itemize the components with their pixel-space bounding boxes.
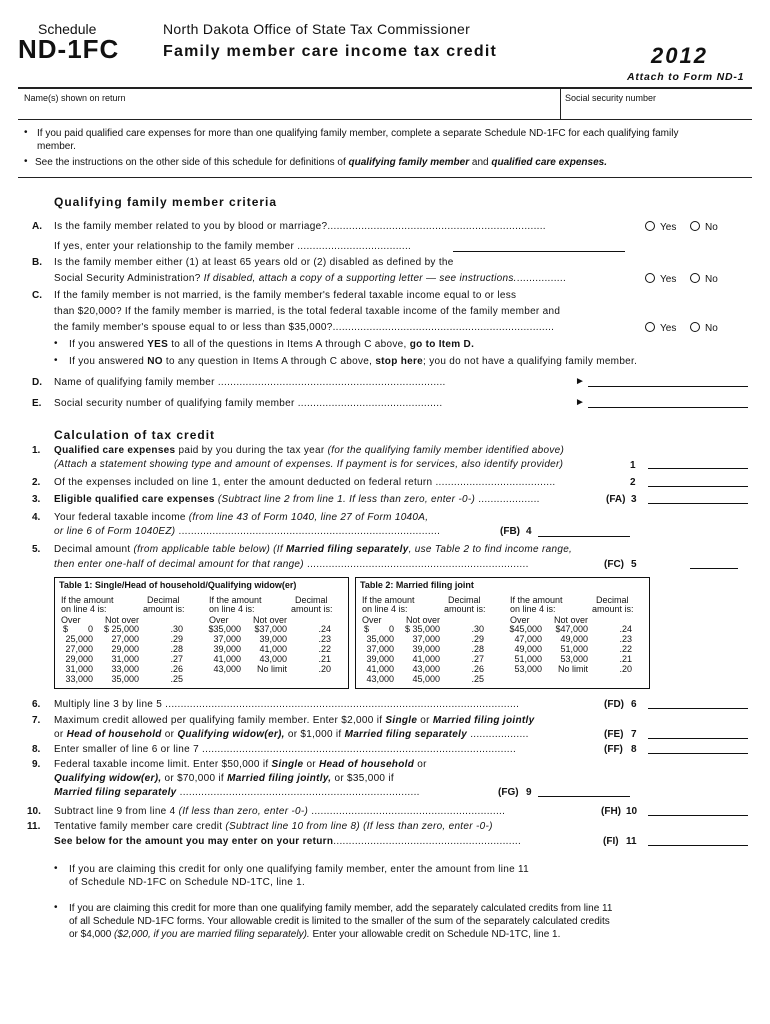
item-a-no[interactable]: No xyxy=(690,221,718,234)
line-7-box: 7 xyxy=(631,729,637,740)
item-c-line2: than $20,000? If the family member is married, is the total federal taxable income of the family member and xyxy=(54,306,561,317)
line-6-label: Multiply line 3 by line 5 ................................................................................................................... xyxy=(54,699,520,710)
line-4-box: 4 xyxy=(526,526,532,537)
table-1-header: Not over xyxy=(105,615,140,625)
table-1-header: amount is: xyxy=(291,604,333,614)
line-2-input[interactable] xyxy=(648,486,748,487)
table-2-cell: 39,000 xyxy=(366,654,394,664)
line-1-label: Qualified care expenses paid by you during the tax year (for the qualifying family member identified above) xyxy=(54,445,565,456)
table-2-cell: 43,000 xyxy=(366,674,394,684)
table-1-cell: .24 xyxy=(318,624,331,634)
table-2-header: Not over xyxy=(406,615,441,625)
line-11-code: (FI) xyxy=(603,836,619,847)
relationship-input[interactable] xyxy=(453,251,625,252)
table-1-cell: 39,000 xyxy=(213,644,241,654)
line-3-num: 3. xyxy=(32,494,41,505)
table-1-cell: 27,000 xyxy=(111,634,139,644)
line-10-num: 10. xyxy=(27,806,41,817)
item-c-no[interactable]: No xyxy=(690,322,718,335)
tax-year: 2012 xyxy=(651,43,708,68)
line-1-note: (Attach a statement showing type and amount of expenses. If payment is for services, also identify provider) xyxy=(54,459,564,470)
attach-note: Attach to Form ND-1 xyxy=(627,71,745,83)
table-1-cell: $35,000 xyxy=(208,624,241,634)
agency-name: North Dakota Office of State Tax Commissioner xyxy=(163,21,471,37)
line-2-box: 2 xyxy=(630,477,636,488)
table-1-cell: 33,000 xyxy=(65,674,93,684)
item-b-line2: Social Security Administration? If disabled, attach a copy of a supporting letter — see instructions................. xyxy=(54,273,567,284)
line-11-label-cont: See below for the amount you may enter on your return............................................................. xyxy=(54,836,522,847)
line-9-label-cont: Qualifying widow(er), or $70,000 if Married filing jointly, or $35,000 if xyxy=(54,773,394,784)
table-2-cell: $45,000 xyxy=(509,624,542,634)
line-11-label: Tentative family member care credit (Subtract line 10 from line 8) (If less than zero, enter -0-) xyxy=(54,821,493,832)
item-c-line1: If the family member is not married, is the family member's federal taxable income equal to or less xyxy=(54,290,517,301)
line-9-input[interactable] xyxy=(538,796,630,797)
ssn-label: Social security number xyxy=(565,93,657,103)
item-a-question: Is the family member related to you by blood or marriage?....................................................................... xyxy=(54,221,546,232)
family-member-ssn-input[interactable] xyxy=(588,407,748,408)
line-11-num: 11. xyxy=(27,821,41,832)
item-d-label: Name of qualifying family member .......................................................................... xyxy=(54,377,446,388)
line-4-label-cont: or line 6 of Form 1040EZ) ..................................................................................... xyxy=(54,526,441,537)
table-2-cell: 37,000 xyxy=(366,644,394,654)
table-1-cell: 25,000 xyxy=(65,634,93,644)
item-c-line3: the family member's spouse equal to or less than $35,000?........................................................................ xyxy=(54,322,555,333)
criteria-heading: Qualifying family member criteria xyxy=(54,195,278,209)
table-2-cell: 53,000 xyxy=(560,654,588,664)
table-1-cell: 35,000 xyxy=(111,674,139,684)
line-4-num: 4. xyxy=(32,512,41,523)
table-1-cell: 39,000 xyxy=(259,634,287,644)
line-7-input[interactable] xyxy=(648,738,748,739)
table-1-cell: .26 xyxy=(170,664,183,674)
item-c-letter: C. xyxy=(32,290,42,301)
table-2-cell: .25 xyxy=(471,674,484,684)
item-a-letter: A. xyxy=(32,221,42,232)
line-5-num: 5. xyxy=(32,544,41,555)
intro-bullet-2: See the instructions on the other side of this schedule for definitions of qualifying family member and qualified care expenses. xyxy=(35,157,607,168)
table-2-cell: 51,000 xyxy=(514,654,542,664)
criteria-no-instruction: If you answered NO to any question in Items A through C above, stop here; you do not have a qualifying family member. xyxy=(69,356,638,367)
line-10-code: (FH) xyxy=(601,806,621,817)
line-7-label: Maximum credit allowed per qualifying family member. Enter $2,000 if Single or Married filing jointly xyxy=(54,715,535,726)
line-4-code: (FB) xyxy=(500,526,520,537)
table-2-cell: .23 xyxy=(619,634,632,644)
ssn-input[interactable] xyxy=(565,104,750,118)
line-1-box: 1 xyxy=(630,460,636,471)
table-2-header: If the amount xyxy=(362,595,415,605)
bullet: • xyxy=(54,902,58,913)
bullet: • xyxy=(54,338,58,349)
table-2-cell: 43,000 xyxy=(412,664,440,674)
table-2-header: on line 4 is: xyxy=(510,604,556,614)
field-divider xyxy=(560,88,561,119)
table-2-cell: 49,000 xyxy=(560,634,588,644)
table-2-header: Over xyxy=(362,615,382,625)
table-2-cell: .28 xyxy=(471,644,484,654)
bullet: • xyxy=(54,355,58,366)
item-d-letter: D. xyxy=(32,377,42,388)
table-1-cell: 41,000 xyxy=(213,654,241,664)
line-3-code: (FA) xyxy=(606,494,626,505)
line-9-label-cont-2: Married filing separately .............................................................................. xyxy=(54,787,420,798)
line-5-code: (FC) xyxy=(604,559,624,570)
table-1-cell: 43,000 xyxy=(259,654,287,664)
names-label: Name(s) shown on return xyxy=(24,93,126,103)
table-1-header: Decimal xyxy=(147,595,180,605)
line-2-label: Of the expenses included on line 1, enter the amount deducted on federal return ....................................... xyxy=(54,477,556,488)
closing-bullet-2-cont-2: or $4,000 ($2,000, if you are married filing separately). Enter your allowable credit on Schedule ND-1TC, line 1. xyxy=(69,929,561,940)
table-2-cell: .24 xyxy=(619,624,632,634)
table-1-cell: $ 0 xyxy=(62,624,93,634)
intro-rule xyxy=(18,177,752,178)
line-3-input[interactable] xyxy=(648,503,748,504)
table-1-cell: .20 xyxy=(318,664,331,674)
closing-bullet-1-cont: of Schedule ND-1FC on Schedule ND-1TC, line 1. xyxy=(69,877,306,888)
closing-bullet-2-cont: of all Schedule ND-1FC forms. Your allowable credit is limited to the smaller of the sum of the separately calculated credits xyxy=(69,916,610,927)
table-2-header: If the amount xyxy=(510,595,563,605)
table-2-cell: 51,000 xyxy=(560,644,588,654)
table-1-cell: 41,000 xyxy=(259,644,287,654)
table-2-cell: 35,000 xyxy=(366,634,394,644)
line-1-num: 1. xyxy=(32,445,41,456)
line-3-label: Eligible qualified care expenses (Subtract line 2 from line 1. If less than zero, enter -0-) .................... xyxy=(54,494,540,505)
table-1-caption: Table 1: Single/Head of household/Qualifying widow(er) xyxy=(59,580,297,590)
table-1-header: If the amount xyxy=(209,595,262,605)
table-2-cell: 39,000 xyxy=(412,644,440,654)
table-1-header: on line 4 is: xyxy=(209,604,255,614)
line-11-input[interactable] xyxy=(648,845,748,846)
closing-bullet-1: If you are claiming this credit for only one qualifying family member, enter the amount from line 11 xyxy=(69,864,530,875)
table-1-cell: 29,000 xyxy=(65,654,93,664)
item-c-yes[interactable]: Yes xyxy=(645,322,676,335)
table-2-cell: $ 35,000 xyxy=(404,624,440,634)
family-member-name-input[interactable] xyxy=(588,386,748,387)
table-2-cell: .26 xyxy=(471,664,484,674)
table-1-cell: 37,000 xyxy=(213,634,241,644)
table-1-cell: 31,000 xyxy=(65,664,93,674)
line-3-box: 3 xyxy=(631,494,637,505)
criteria-yes-instruction: If you answered YES to all of the questions in Items A through C above, go to Item D. xyxy=(69,339,475,350)
table-2-header: Decimal xyxy=(596,595,629,605)
item-b-letter: B. xyxy=(32,257,42,268)
item-b-line1: Is the family member either (1) at least 65 years old or (2) disabled as defined by the xyxy=(54,257,454,268)
line-5-label: Decimal amount (from applicable table below) (If Married filing separately, use Table 2 to find income range, xyxy=(54,544,573,555)
table-2-cell: 45,000 xyxy=(412,674,440,684)
bullet: • xyxy=(54,863,58,874)
schedule-label: Schedule xyxy=(38,21,97,37)
line-7-code: (FE) xyxy=(604,729,624,740)
line-6-code: (FD) xyxy=(604,699,624,710)
table-2-caption: Table 2: Married filing joint xyxy=(360,580,474,590)
table-2-cell: .20 xyxy=(619,664,632,674)
fields-rule xyxy=(18,119,752,120)
table-1-cell: .30 xyxy=(170,624,183,634)
table-1-cell: .27 xyxy=(170,654,183,664)
table-1-cell: .23 xyxy=(318,634,331,644)
table-2-cell: .30 xyxy=(471,624,484,634)
table-2-cell: 47,000 xyxy=(514,634,542,644)
line-5-label-cont: then enter one-half of decimal amount for that range) ........................................................................ xyxy=(54,559,529,570)
table-1-header: Decimal xyxy=(295,595,328,605)
line-8-label: Enter smaller of line 6 or line 7 ...................................................................................................... xyxy=(54,744,517,755)
header-rule xyxy=(18,87,752,89)
table-1-cell: 29,000 xyxy=(111,644,139,654)
table-2-cell: 49,000 xyxy=(514,644,542,654)
line-6-num: 6. xyxy=(32,699,41,710)
table-1-cell: 43,000 xyxy=(213,664,241,674)
table-1-header: Over xyxy=(209,615,229,625)
table-1-cell: 33,000 xyxy=(111,664,139,674)
line-6-box: 6 xyxy=(631,699,637,710)
table-1-cell: .21 xyxy=(318,654,331,664)
line-1-input[interactable] xyxy=(648,468,748,469)
table-1-cell: .28 xyxy=(170,644,183,654)
table-1-header: Over xyxy=(61,615,81,625)
bullet: • xyxy=(24,156,28,167)
line-2-num: 2. xyxy=(32,477,41,488)
item-b-no[interactable]: No xyxy=(690,273,718,286)
table-1-cell: .25 xyxy=(170,674,183,684)
line-11-box: 11 xyxy=(626,836,637,847)
line-8-num: 8. xyxy=(32,744,41,755)
intro-bullet-1: If you paid qualified care expenses for more than one qualifying family member, complete a separate Schedule ND-1FC for each qualifying family xyxy=(37,128,679,139)
table-2-cell: .27 xyxy=(471,654,484,664)
item-a-relationship-label: If yes, enter your relationship to the family member ..................................... xyxy=(54,241,412,252)
line-4-label: Your federal taxable income (from line 43 of Form 1040, line 27 of Form 1040A, xyxy=(54,512,429,523)
table-2-header: Decimal xyxy=(448,595,481,605)
arrow-icon: ► xyxy=(575,376,585,387)
table-2-header: Not over xyxy=(554,615,589,625)
table-2-cell: 53,000 xyxy=(514,664,542,674)
arrow-icon: ► xyxy=(575,397,585,408)
line-8-input[interactable] xyxy=(648,753,748,754)
line-6-input[interactable] xyxy=(648,708,748,709)
line-7-label-cont: or Head of household or Qualifying widow(er), or $1,000 if Married filing separately ................... xyxy=(54,729,529,740)
table-1-cell: $ 25,000 xyxy=(103,624,139,634)
line-9-box: 9 xyxy=(526,787,532,798)
bullet: • xyxy=(24,127,28,138)
table-2-cell: No limit xyxy=(557,664,588,674)
table-1 xyxy=(54,577,349,689)
line-9-label: Federal taxable income limit. Enter $50,000 if Single or Head of household or xyxy=(54,759,427,770)
line-5-box: 5 xyxy=(631,559,637,570)
item-e-label: Social security number of qualifying family member ............................................... xyxy=(54,398,443,409)
table-2-header: amount is: xyxy=(444,604,486,614)
closing-bullet-2: If you are claiming this credit for more than one qualifying family member, add the separately calculated credits from line 11 xyxy=(69,903,613,914)
item-b-yes[interactable]: Yes xyxy=(645,273,676,286)
table-2-cell: $ 0 xyxy=(363,624,394,634)
line-10-label: Subtract line 9 from line 4 (If less than zero, enter -0-) ............................................................... xyxy=(54,806,506,817)
form-id: ND-1FC xyxy=(18,34,120,64)
table-2-cell: 41,000 xyxy=(412,654,440,664)
calc-heading: Calculation of tax credit xyxy=(54,428,216,442)
line-9-code: (FG) xyxy=(498,787,519,798)
table-2-header: amount is: xyxy=(592,604,634,614)
table-2-cell: $47,000 xyxy=(555,624,588,634)
line-10-box: 10 xyxy=(626,806,638,817)
table-2 xyxy=(355,577,650,689)
form-title: Family member care income tax credit xyxy=(163,43,497,60)
table-1-header: on line 4 is: xyxy=(61,604,107,614)
table-2-cell: .29 xyxy=(471,634,484,644)
table-1-header: If the amount xyxy=(61,595,114,605)
table-2-cell: .21 xyxy=(619,654,632,664)
line-5-input[interactable] xyxy=(690,568,738,569)
line-9-num: 9. xyxy=(32,759,41,770)
line-10-input[interactable] xyxy=(648,815,748,816)
line-7-num: 7. xyxy=(32,715,41,726)
line-8-box: 8 xyxy=(631,744,637,755)
table-2-cell: 37,000 xyxy=(412,634,440,644)
table-1-cell: 27,000 xyxy=(65,644,93,654)
table-1-cell: No limit xyxy=(256,664,287,674)
table-1-cell: .22 xyxy=(318,644,331,654)
table-1-header: Not over xyxy=(253,615,288,625)
names-input[interactable] xyxy=(20,104,558,118)
intro-bullet-1-cont: member. xyxy=(37,141,76,152)
table-1-cell: 31,000 xyxy=(111,654,139,664)
table-1-cell: $37,000 xyxy=(254,624,287,634)
table-1-cell: .29 xyxy=(170,634,183,644)
item-e-letter: E. xyxy=(32,398,42,409)
table-2-cell: .22 xyxy=(619,644,632,654)
table-2-header: Over xyxy=(510,615,530,625)
table-2-cell: 41,000 xyxy=(366,664,394,674)
item-a-yes[interactable]: Yes xyxy=(645,221,676,234)
line-4-input[interactable] xyxy=(538,536,630,537)
line-8-code: (FF) xyxy=(604,744,623,755)
table-1-header: amount is: xyxy=(143,604,185,614)
table-2-header: on line 4 is: xyxy=(362,604,408,614)
